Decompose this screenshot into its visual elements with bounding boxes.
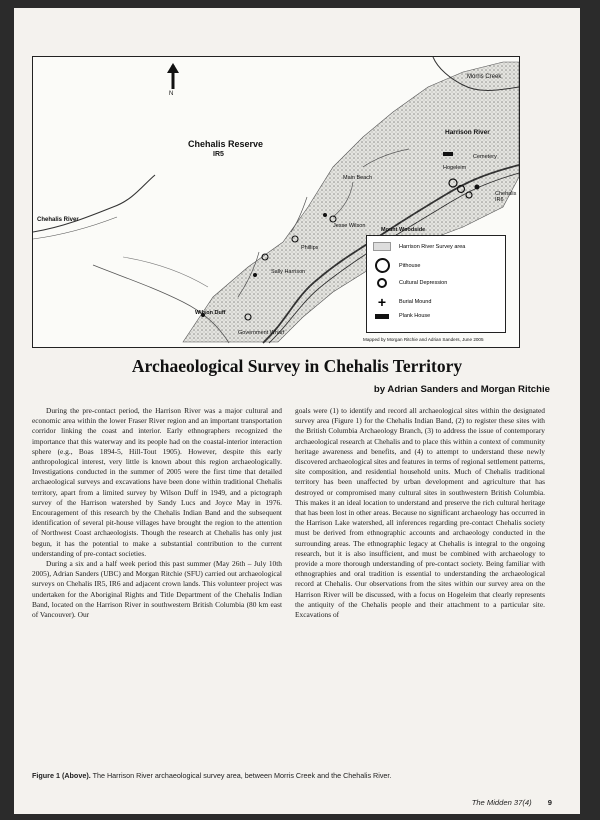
legend-survey-area <box>373 242 465 251</box>
page <box>14 8 580 814</box>
sally-harrison-label: Sally Harrison <box>271 269 306 275</box>
page-number: 9 <box>547 798 552 807</box>
journal-name: The Midden 37(4) <box>471 798 532 807</box>
legend-cultural-depression-text: Cultural Depression <box>399 280 448 286</box>
pithouse-icon <box>375 258 390 273</box>
depression-icon <box>377 278 387 288</box>
burial-mound-icon: + <box>377 294 387 310</box>
column-left <box>32 406 282 620</box>
chehalis-river-label: Chehalis River <box>37 217 79 223</box>
legend-survey-area-text: Harrison River Survey area <box>399 243 466 250</box>
plank-house-icon <box>375 314 389 319</box>
harrison-river-label: Harrison River <box>445 129 490 136</box>
phillips-label: Phillips <box>301 245 319 251</box>
article-title: Archaeological Survey in Chehalis Territory <box>131 356 463 376</box>
figure-caption <box>32 771 391 780</box>
chehalis-river <box>33 175 155 232</box>
paragraph: goals were (1) to identify and record all archaeological sites within the designated survey area (Figure 1) for the Chehalis Indian Band, (2) to register these sites with the British Columbia Archaeology Branch, (3) to address the issue of contemporary archaeological research at Chehalis and to place this within a context of community heritage awareness and benefits, and (4) to attempt to understand these newly discovered archaeological sites and features in terms of regional settlement patterns, site composition, and residential household units. Much of Chehalis traditional territory has been unaffected by urban development and agriculture that has destroyed or compromised many cultural sites in southwestern British Columbia. This makes it an ideal location to understand and preserve the rich cultural heritage that has been lost in other areas. Because no significant archaeology has occurred in the Harrison Lake watershed, all inferences regarding pre-contact Chehalis society must be derived from ethnographic accounts and archaeology conducted in the surrounding areas. The ethnographic legacy at Chehalis is integral to the ongoing research, but it is also insufficient, and must be combined with archaeology to provide a more thorough understanding of pre-contact society. Being familiar with ethnographies and oral tradition is essential to understanding the archaeological record at Chehalis. Our observations from the sites within our survey area on the Harrison River will be discussed, with a focus on Hogeleim that clearly represents the antiquity of the Chehalis people and their attachment to a particular site. Excavations of <box>295 406 545 620</box>
government-wharf-label: Government Wharf <box>238 330 285 336</box>
legend-burial-mound-text: Burial Mound <box>399 299 432 305</box>
main-beach-label: Main Beach <box>343 175 373 181</box>
legend-cultural-depression <box>373 278 447 288</box>
column-right <box>295 406 545 620</box>
reserve-id-label: IR5 <box>213 151 224 158</box>
legend-burial-mound <box>373 294 431 310</box>
caption-label: Figure 1 (Above). <box>32 771 91 780</box>
paragraph: During a six and a half week period this past summer (May 26th – July 10th 2005), Adrian Sanders (UBC) and Morgan Ritchie (SFU) carried out archaeological surveys on Chehalis IR5, IR6 and adjacent crown lands. This volunteer project was undertaken for the Aboriginal Rights and Title Department of the Chehalis Indian Band, located on the Harrison River in southwestern British Columbia (80 km east of Vancouver). Our <box>32 559 282 620</box>
legend-pithouse-text: Pithouse <box>399 262 421 269</box>
map-credit: Mapped by Morgan Ritchie and Adrian Sanders, June 2005 <box>363 337 484 342</box>
hogeleim-label: Hogeleim <box>443 165 467 171</box>
caption-text: The Harrison River archaeological survey area, between Morris Creek and the Chehalis River. <box>92 771 392 780</box>
legend-plank-house <box>373 313 430 319</box>
chehalis-ir6-label: Chehalis IR6 <box>495 191 517 203</box>
north-label: N <box>169 91 174 97</box>
article-byline: by Adrian Sanders and Morgan Ritchie <box>373 384 550 395</box>
survey-area-swatch <box>373 242 391 251</box>
wilson-duff-label: Wilson Duff <box>195 310 226 316</box>
morris-creek-label: Morris Creek <box>467 74 502 80</box>
cemetery-label: Cemetery <box>473 154 497 160</box>
legend-pithouse <box>373 258 420 273</box>
page-footer <box>472 798 552 807</box>
reserve-name-label: Chehalis Reserve <box>188 139 264 149</box>
map-legend <box>366 235 506 333</box>
jesse-wilson-label: Jesse Wilson <box>333 223 366 229</box>
survey-map <box>32 56 520 348</box>
legend-plank-house-text: Plank House <box>399 313 431 319</box>
paragraph: During the pre-contact period, the Harrison River was a major cultural and economic area within the lower Fraser River region and an important transportation corridor linking the coast and interior. Early ethnographers recognized the importance that this waterway and its people had on the coastal-interior interaction sphere (e.g., Boas 1894-5, Hill-Tout 1905). However, despite this early anthropological interest, very little is known about this region archaeologically. Investigations conducted in the summer of 2005 were the first time that detailed archaeological surveys and excavations have been done within traditional Chehalis territory, apart from a limited survey by Wilson Duff in 1949, and a pictograph survey of the Harrison watershed by Sandy Lucs and Joyce May in 1976. Encouragement of this research by the Chehalis Indian Band and the subsequent identification of several pit-house villages have brought the region to the attention of Northwest Coast archaeologists. Though the research at Chehalis has only just begun, it has the potential to make a substantial contribution to the current understanding of pre-contact societies. <box>32 406 282 558</box>
mount-woodside-label: Mount Woodside <box>381 227 426 233</box>
